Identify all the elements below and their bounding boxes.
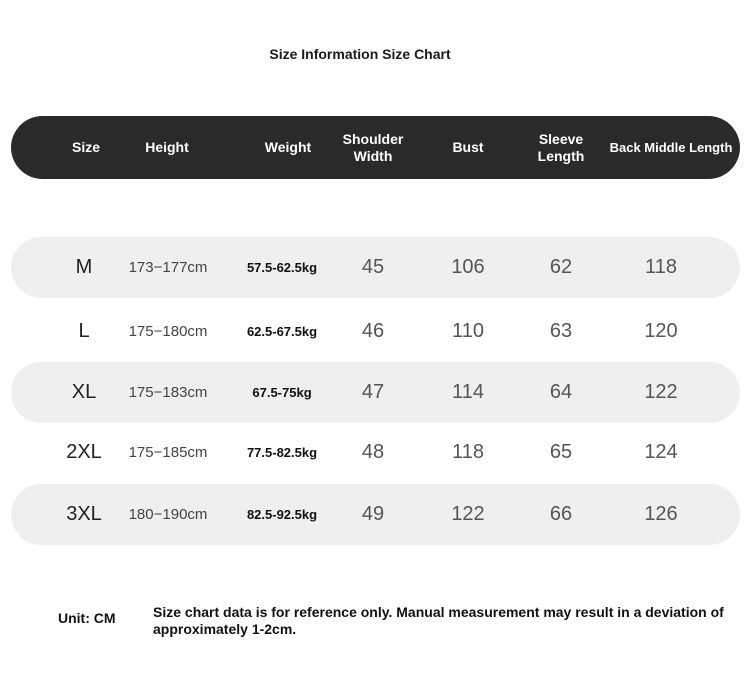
cell-bust: 122 <box>451 503 485 525</box>
cell-back: 126 <box>644 503 678 525</box>
cell-size: L <box>78 320 90 342</box>
cell-sleeve: 65 <box>549 441 573 463</box>
cell-shoulder: 45 <box>361 256 385 278</box>
disclaimer-note: Size chart data is for reference only. Manual measurement may result in a deviation of approximately 1-2cm. <box>153 604 724 637</box>
cell-back: 124 <box>644 441 678 463</box>
cell-height: 175−180cm <box>128 323 208 340</box>
cell-shoulder: 48 <box>361 441 385 463</box>
cell-weight: 57.5-62.5kg <box>246 260 318 275</box>
cell-sleeve: 63 <box>549 320 573 342</box>
chart-title: Size Information Size Chart <box>269 46 451 62</box>
cell-weight: 67.5-75kg <box>252 385 312 400</box>
cell-height: 180−190cm <box>128 506 208 523</box>
table-header <box>11 116 740 179</box>
header-height: Height <box>145 139 189 155</box>
cell-back: 120 <box>644 320 678 342</box>
cell-back: 122 <box>644 381 678 403</box>
cell-bust: 106 <box>451 256 485 278</box>
cell-size: 2XL <box>66 441 102 463</box>
cell-sleeve: 64 <box>549 381 573 403</box>
cell-size: M <box>75 256 93 278</box>
table-row <box>11 362 740 423</box>
cell-bust: 118 <box>452 441 484 463</box>
cell-height: 173−177cm <box>128 259 208 276</box>
cell-bust: 110 <box>452 320 484 342</box>
header-shoulder-width: Shoulder Width <box>342 130 404 164</box>
cell-bust: 114 <box>452 381 484 403</box>
cell-sleeve: 66 <box>549 503 573 525</box>
table-row <box>11 301 740 362</box>
cell-weight: 82.5-92.5kg <box>246 507 318 522</box>
cell-height: 175−185cm <box>128 444 208 461</box>
header-size: Size <box>71 139 101 155</box>
cell-size: 3XL <box>66 503 102 525</box>
cell-weight: 62.5-67.5kg <box>246 324 318 339</box>
cell-shoulder: 47 <box>361 381 385 403</box>
cell-weight: 77.5-82.5kg <box>246 445 318 460</box>
header-sleeve-length: Sleeve Length <box>537 130 585 164</box>
header-back-middle-length: Back Middle Length <box>609 140 733 155</box>
table-row <box>11 237 740 298</box>
table-row <box>11 484 740 545</box>
unit-label: Unit: CM <box>58 610 116 626</box>
header-weight: Weight <box>264 139 312 155</box>
cell-sleeve: 62 <box>549 256 573 278</box>
cell-height: 175−183cm <box>128 384 208 401</box>
cell-back: 118 <box>645 256 677 278</box>
table-row <box>11 422 740 483</box>
cell-size: XL <box>71 381 97 403</box>
cell-shoulder: 49 <box>361 503 385 525</box>
header-bust: Bust <box>452 139 484 155</box>
cell-shoulder: 46 <box>361 320 385 342</box>
